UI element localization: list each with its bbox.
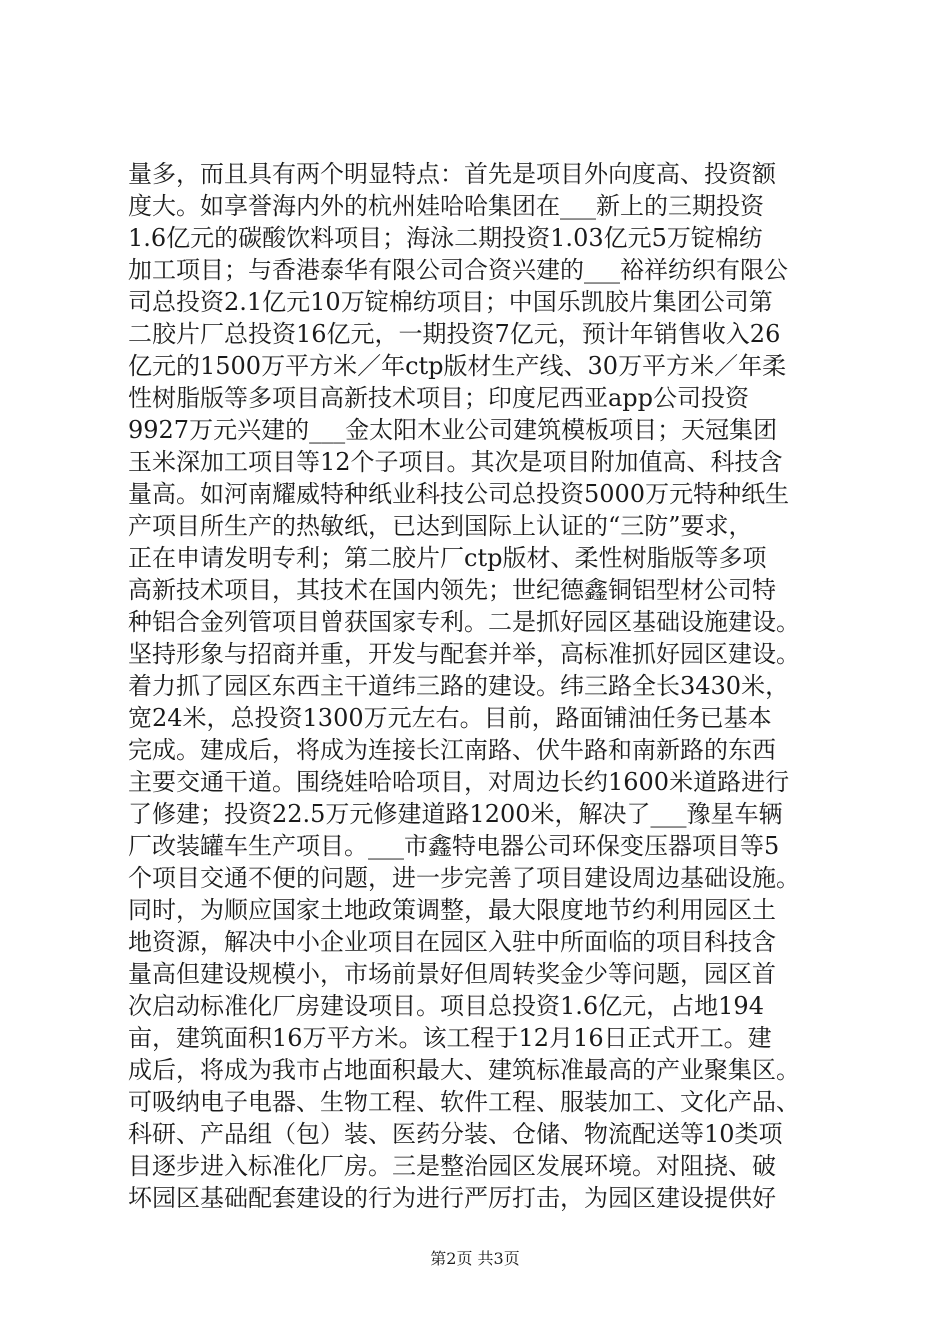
text-line: 坚持形象与招商并重，开发与配套并举，高标准抓好园区建设。 — [128, 640, 800, 668]
text-line: 可吸纳电子电器、生物工程、软件工程、服装加工、文化产品、 — [128, 1088, 800, 1116]
text-line: 完成。建成后，将成为连接长江南路、伏牛路和南新路的东西 — [128, 736, 776, 764]
text-line: 玉米深加工项目等12个子项目。其次是项目附加值高、科技含 — [128, 448, 783, 476]
text-line: 坏园区基础配套建设的行为进行严厉打击，为园区建设提供好 — [128, 1184, 776, 1212]
text-line: 性树脂版等多项目高新技术项目；印度尼西亚app公司投资 — [128, 384, 750, 412]
text-line: 了修建；投资22.5万元修建道路1200米，解决了___豫星车辆 — [128, 800, 783, 828]
text-line: 亿元的1500万平方米／年ctp版材生产线、30万平方米／年柔 — [128, 352, 787, 380]
body-text — [128, 158, 888, 1214]
text-line: 宽24米，总投资1300万元左右。目前，路面铺油任务已基本 — [128, 704, 772, 732]
text-line: 司总投资2.1亿元10万锭棉纺项目；中国乐凯胶片集团公司第 — [128, 288, 773, 316]
text-line: 正在申请发明专利；第二胶片厂ctp版材、柔性树脂版等多项 — [128, 544, 767, 572]
text-line: 同时，为顺应国家土地政策调整，最大限度地节约利用园区土 — [128, 896, 776, 924]
text-line: 主要交通干道。围绕娃哈哈项目，对周边长约1600米道路进行 — [128, 768, 790, 796]
text-line: 成后，将成为我市占地面积最大、建筑标准最高的产业聚集区。 — [128, 1056, 800, 1084]
text-line: 科研、产品组（包）装、医药分装、仓储、物流配送等10类项 — [128, 1120, 783, 1148]
text-line: 二胶片厂总投资16亿元，一期投资7亿元，预计年销售收入26 — [128, 320, 781, 348]
text-line: 高新技术项目，其技术在国内领先；世纪德鑫铜铝型材公司特 — [128, 576, 776, 604]
text-line: 着力抓了园区东西主干道纬三路的建设。纬三路全长3430米， — [128, 672, 790, 700]
text-line: 地资源，解决中小企业项目在园区入驻中所面临的项目科技含 — [128, 928, 776, 956]
text-line: 9927万元兴建的___金太阳木业公司建筑模板项目；天冠集团 — [128, 416, 778, 444]
text-line: 量高。如河南耀威特种纸业科技公司总投资5000万元特种纸生 — [128, 480, 790, 508]
text-line: 种铝合金列管项目曾获国家专利。二是抓好园区基础设施建设。 — [128, 608, 800, 636]
text-line: 目逐步进入标准化厂房。三是整治园区发展环境。对阻挠、破 — [128, 1152, 776, 1180]
text-line: 度大。如享誉海内外的杭州娃哈哈集团在___新上的三期投资 — [128, 192, 764, 220]
text-line: 次启动标准化厂房建设项目。项目总投资1.6亿元，占地194 — [128, 992, 764, 1020]
text-line: 1.6亿元的碳酸饮料项目；海泳二期投资1.03亿元5万锭棉纺 — [128, 224, 763, 252]
text-line: 产项目所生产的热敏纸，已达到国际上认证的“三防”要求， — [128, 512, 753, 540]
text-line: 个项目交通不便的问题，进一步完善了项目建设周边基础设施。 — [128, 864, 800, 892]
text-line: 厂改装罐车生产项目。___市鑫特电器公司环保变压器项目等5 — [128, 832, 780, 860]
text-line: 亩，建筑面积16万平方米。该工程于12月16日正式开工。建 — [128, 1024, 772, 1052]
text-line: 量高但建设规模小，市场前景好但周转奖金少等问题，园区首 — [128, 960, 776, 988]
text-line: 加工项目；与香港泰华有限公司合资兴建的___裕祥纺织有限公 — [128, 256, 788, 284]
text-line: 量多，而且具有两个明显特点：首先是项目外向度高、投资额 — [128, 160, 776, 188]
page-footer: 第2页 共3页 — [430, 1249, 520, 1268]
